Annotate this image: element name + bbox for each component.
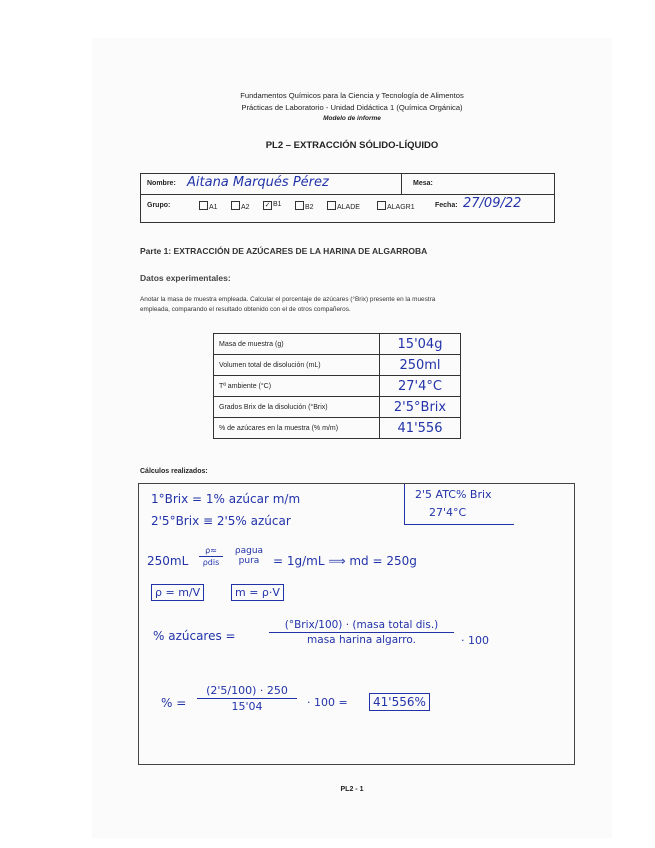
student-info-box bbox=[140, 173, 555, 223]
checkbox-icon bbox=[327, 201, 336, 210]
part1-subtitle: Datos experimentales: bbox=[140, 273, 231, 283]
group-option-b2[interactable]: B2 bbox=[295, 201, 314, 211]
table-cell-label: % de azúcares en la muestra (% m/m) bbox=[214, 418, 380, 439]
calc-side-temp: 27'4°C bbox=[429, 506, 467, 519]
table-cell-value: 27'4°C bbox=[380, 376, 461, 397]
fecha-label: Fecha: bbox=[435, 202, 458, 209]
calc-result-label: % = bbox=[161, 696, 187, 710]
calc-result-times: · 100 = bbox=[307, 696, 348, 709]
checkbox-icon bbox=[295, 201, 304, 210]
table-row bbox=[214, 418, 461, 439]
table-cell-value: 15'04g bbox=[380, 334, 461, 355]
side-box-bottom-border bbox=[404, 524, 514, 525]
calc-mass-result: = 1g/mL ⟹ md = 250g bbox=[273, 554, 417, 568]
group-option-a1[interactable]: A1 bbox=[199, 201, 218, 211]
group-option-a2[interactable]: A2 bbox=[231, 201, 250, 211]
calc-sugar-fraction: (°Brix/100) · (masa total dis.) masa harina algarro. bbox=[269, 619, 454, 646]
checkbox-icon bbox=[231, 201, 240, 210]
calc-result-fraction: (2'5/100) · 250 15'04 bbox=[197, 684, 297, 713]
grupo-label: Grupo: bbox=[147, 202, 171, 209]
table-cell-label: Tª ambiente (°C) bbox=[214, 376, 380, 397]
part1-instructions-line1: Anotar la masa de muestra empleada. Calcular el porcentaje de azúcares (°Brix) presente en la muestra bbox=[140, 296, 436, 303]
group-option-alade[interactable]: ALADE bbox=[327, 201, 360, 211]
group-option-alagr1[interactable]: ALAGR1 bbox=[377, 201, 415, 211]
header-practice: Prácticas de Laboratorio - Unidad Didáctica 1 (Química Orgánica) bbox=[241, 103, 463, 112]
header-course: Fundamentos Químicos para la Ciencia y Tecnología de Alimentos bbox=[240, 91, 464, 100]
formula-mass: m = ρ·V bbox=[231, 584, 284, 601]
nombre-value: Aitana Marqués Pérez bbox=[187, 175, 329, 190]
calc-rho-water: ρagua pura bbox=[234, 546, 264, 566]
calc-sugar-times: · 100 bbox=[461, 634, 489, 647]
nombre-label: Nombre: bbox=[147, 180, 176, 187]
checked-checkbox-icon: ✓ bbox=[264, 202, 271, 209]
side-box-left-border bbox=[404, 484, 405, 524]
fecha-value: 27/09/22 bbox=[463, 196, 522, 211]
table-cell-label: Masa de muestra (g) bbox=[214, 334, 380, 355]
checkbox-icon bbox=[199, 201, 208, 210]
group-option-b1[interactable]: ✓ B1 bbox=[264, 201, 282, 209]
experimental-data-table bbox=[213, 333, 461, 439]
document-page bbox=[92, 38, 612, 838]
calc-line-brix-def: 1°Brix = 1% azúcar m/m bbox=[151, 492, 301, 506]
table-row bbox=[214, 334, 461, 355]
checkbox-icon bbox=[377, 201, 386, 210]
mesa-label: Mesa: bbox=[413, 180, 433, 187]
table-row bbox=[214, 376, 461, 397]
calculos-label: Cálculos realizados: bbox=[140, 468, 208, 475]
calc-sugar-label: % azúcares = bbox=[153, 629, 236, 643]
table-row bbox=[214, 355, 461, 376]
formula-density: ρ = m/V bbox=[151, 584, 204, 601]
header-model: Modelo de informe bbox=[323, 115, 381, 122]
table-row bbox=[214, 397, 461, 418]
calc-final-result: 41'556% bbox=[369, 693, 430, 711]
calculations-box bbox=[138, 483, 575, 765]
calc-side-atc: 2'5 ATC% Brix bbox=[415, 488, 492, 501]
page-title: PL2 – EXTRACCIÓN SÓLIDO-LÍQUIDO bbox=[265, 140, 439, 151]
table-cell-value: 250ml bbox=[380, 355, 461, 376]
table-cell-value: 41'556 bbox=[380, 418, 461, 439]
table-cell-label: Grados Brix de la disolución (°Brix) bbox=[214, 397, 380, 418]
calc-volume: 250mL bbox=[147, 554, 189, 568]
part1-title: Parte 1: EXTRACCIÓN DE AZÚCARES DE LA HARINA DE ALGARROBA bbox=[140, 246, 428, 256]
table-cell-value: 2'5°Brix bbox=[380, 397, 461, 418]
table-cell-label: Volumen total de disolución (mL) bbox=[214, 355, 380, 376]
calc-line-brix-equiv: 2'5°Brix ≡ 2'5% azúcar bbox=[151, 514, 291, 528]
part1-instructions-line2: empleada, comparando el resultado obtenido con el de otros compañeros. bbox=[140, 306, 351, 313]
calc-density-ratio: ρ≈ ρdis bbox=[199, 546, 223, 567]
page-footer: PL2 - 1 bbox=[340, 786, 364, 793]
